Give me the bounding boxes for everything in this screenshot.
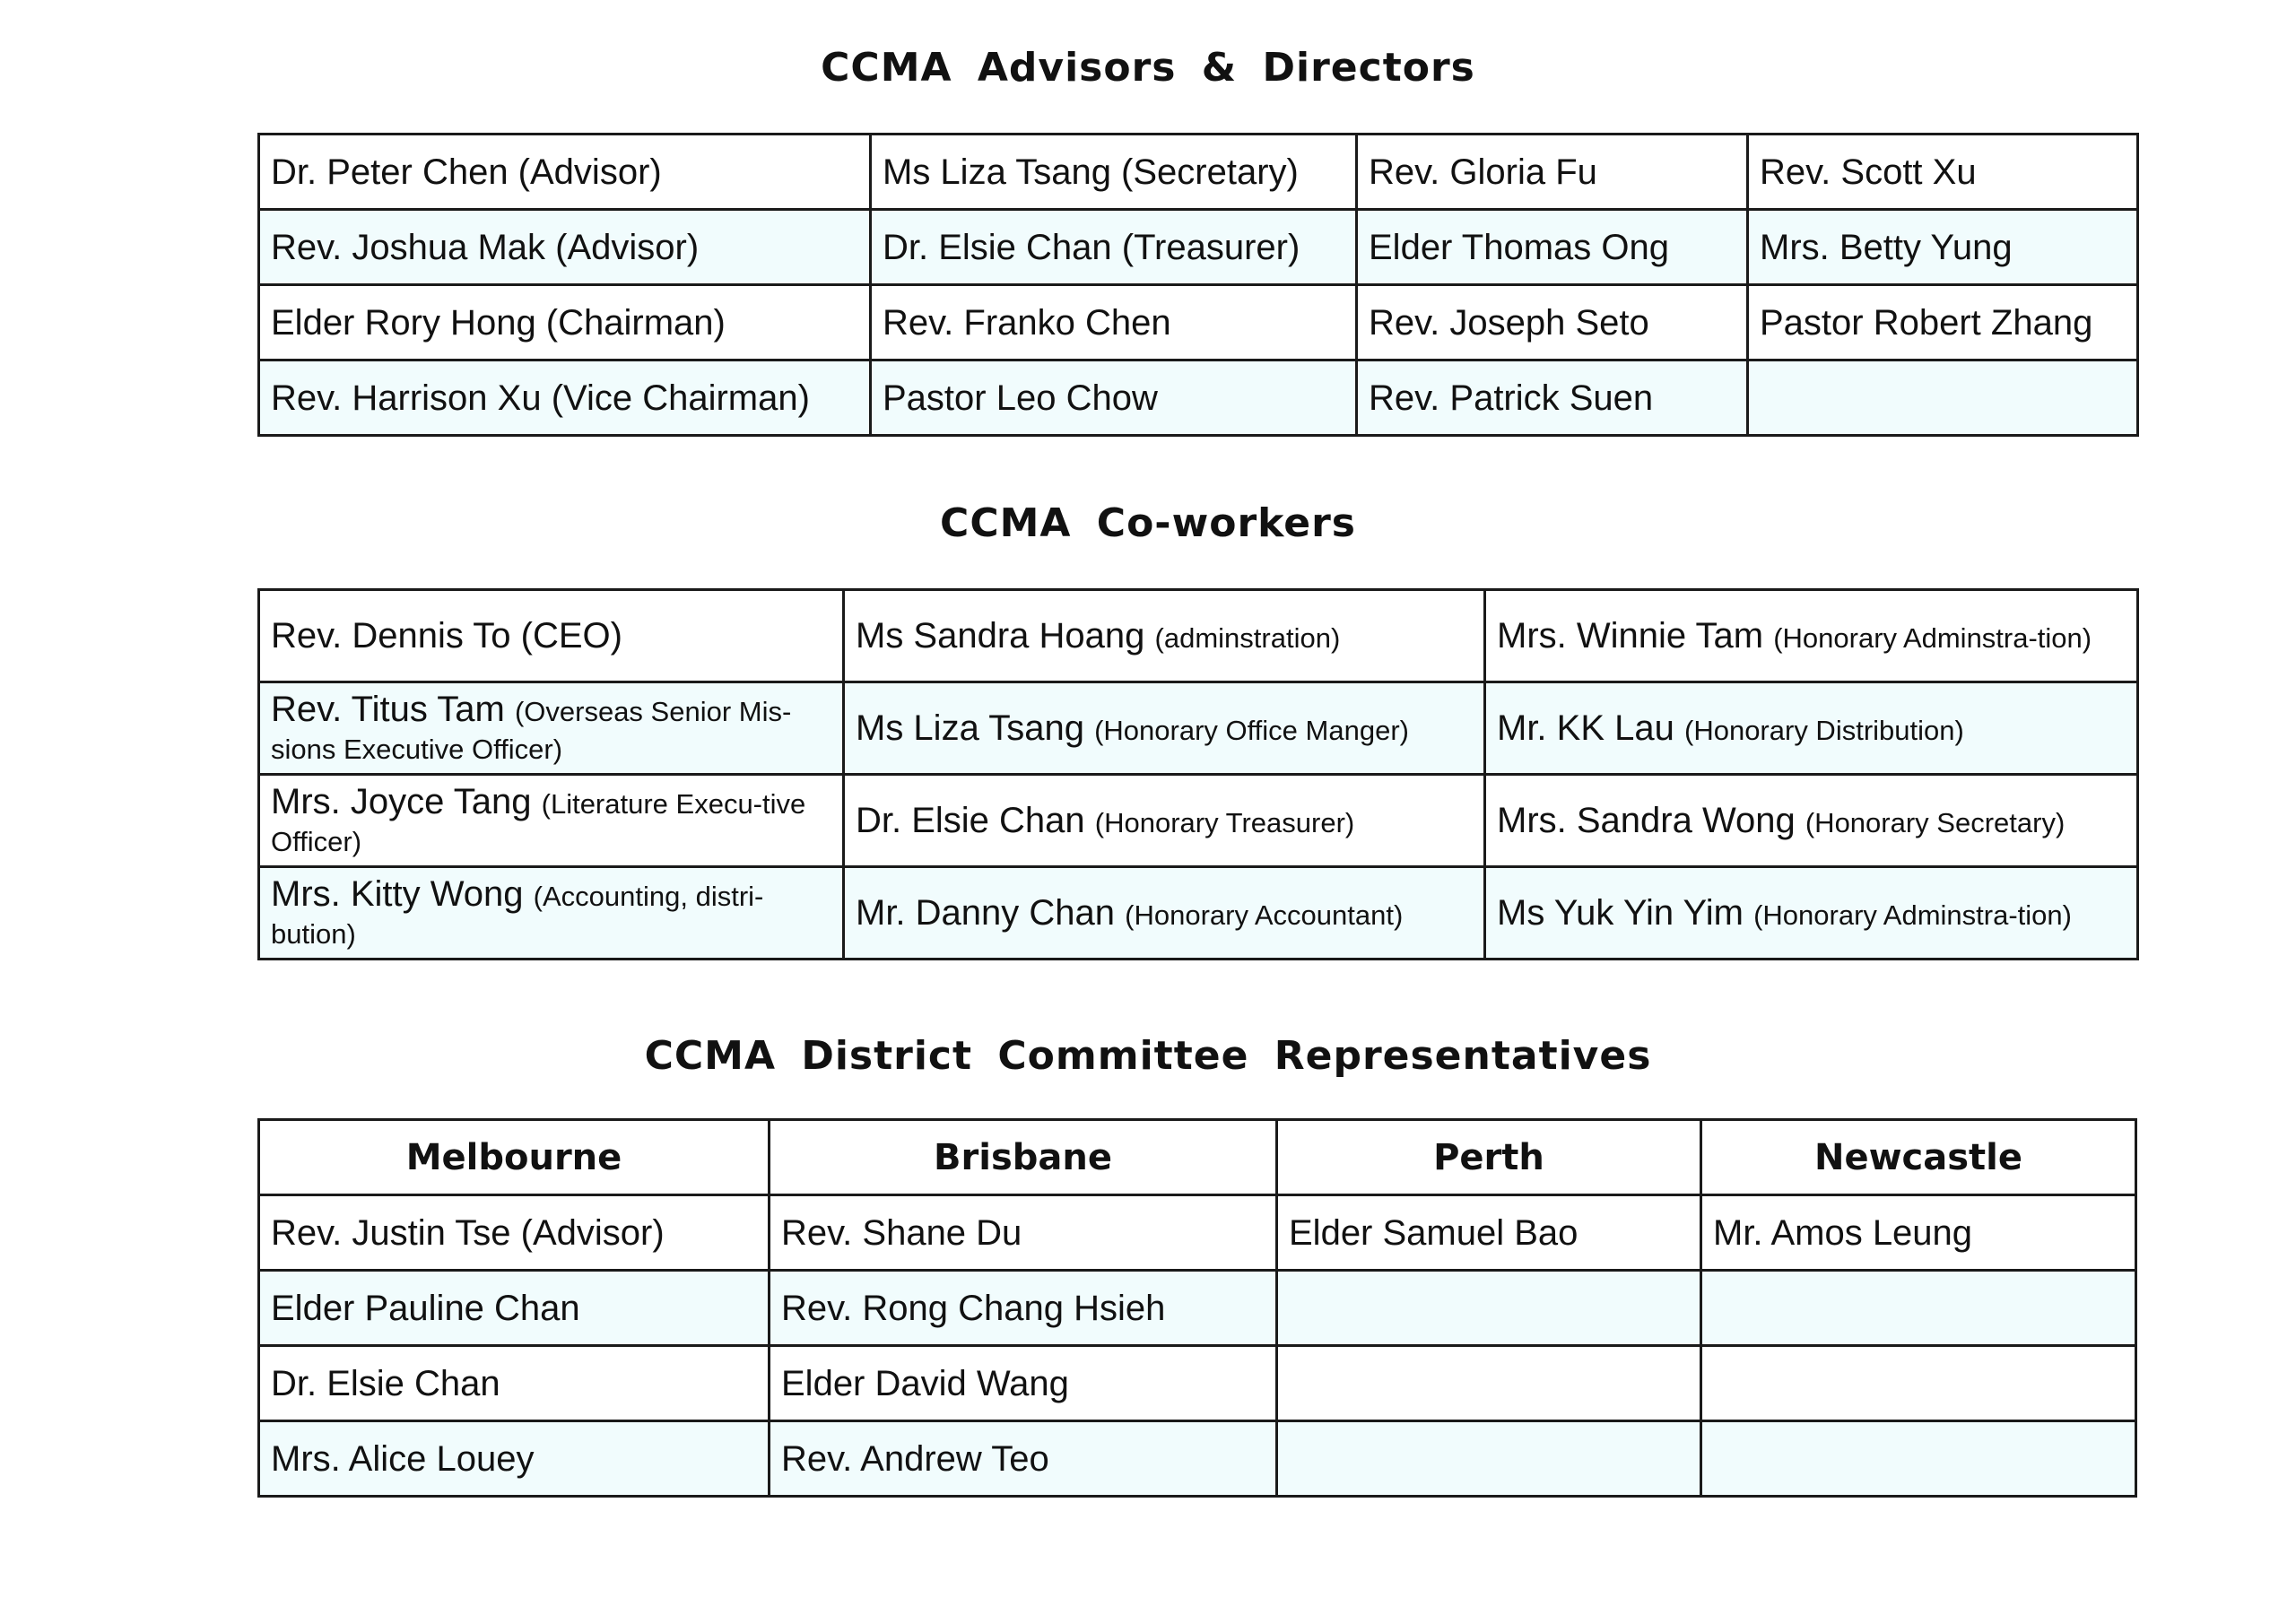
column-header-newcastle: Newcastle bbox=[1701, 1120, 2136, 1195]
table-cell: Pastor Leo Chow bbox=[871, 360, 1357, 436]
table-cell bbox=[1277, 1421, 1701, 1497]
table-cell: Rev. Joseph Seto bbox=[1357, 285, 1748, 360]
column-header-perth: Perth bbox=[1277, 1120, 1701, 1195]
coworkers-title: CCMA Co-workers bbox=[940, 500, 1356, 546]
district-table bbox=[257, 1118, 2137, 1498]
advisors-title: CCMA Advisors & Directors bbox=[821, 45, 1475, 91]
table-row bbox=[259, 1271, 2136, 1346]
coworker-role: (Honorary Distribution) bbox=[1684, 715, 1964, 746]
coworker-name: Ms Yuk Yin Yim bbox=[1497, 893, 1744, 933]
table-cell bbox=[259, 775, 844, 867]
coworker-role: (Honorary Secretary) bbox=[1805, 807, 2066, 838]
table-cell bbox=[259, 682, 844, 775]
table-cell: Mr. Amos Leung bbox=[1701, 1195, 2136, 1271]
table-row bbox=[259, 590, 2138, 682]
table-cell bbox=[1485, 590, 2138, 682]
table-row bbox=[259, 867, 2138, 960]
table-cell: Rev. Rong Chang Hsieh bbox=[770, 1271, 1277, 1346]
table-row bbox=[259, 682, 2138, 775]
column-header-melbourne: Melbourne bbox=[259, 1120, 770, 1195]
coworker-name: Mrs. Sandra Wong bbox=[1497, 801, 1796, 840]
table-cell bbox=[1701, 1271, 2136, 1346]
table-cell: Elder Thomas Ong bbox=[1357, 210, 1748, 285]
coworker-role: (Honorary Adminstra-tion) bbox=[1773, 622, 2092, 654]
coworker-role: (Literature Execu-tive Officer) bbox=[271, 788, 806, 857]
table-cell bbox=[844, 775, 1485, 867]
table-cell bbox=[1485, 775, 2138, 867]
table-cell bbox=[1277, 1271, 1701, 1346]
table-row bbox=[259, 1195, 2136, 1271]
coworker-name: Rev. Dennis To (CEO) bbox=[271, 616, 622, 656]
coworker-role: (Honorary Treasurer) bbox=[1094, 807, 1355, 838]
district-title: CCMA District Committee Representatives bbox=[644, 1033, 1652, 1079]
table-cell: Rev. Justin Tse (Advisor) bbox=[259, 1195, 770, 1271]
table-cell bbox=[1701, 1421, 2136, 1497]
table-cell bbox=[1701, 1346, 2136, 1421]
coworker-role: (adminstration) bbox=[1154, 622, 1341, 654]
table-row bbox=[259, 210, 2138, 285]
table-cell: Elder Pauline Chan bbox=[259, 1271, 770, 1346]
coworker-name: Rev. Titus Tam bbox=[271, 690, 505, 729]
table-cell: Ms Liza Tsang (Secretary) bbox=[871, 135, 1357, 210]
table-cell: Rev. Andrew Teo bbox=[770, 1421, 1277, 1497]
coworker-name: Mrs. Joyce Tang bbox=[271, 782, 532, 821]
table-cell: Mrs. Alice Louey bbox=[259, 1421, 770, 1497]
table-cell bbox=[259, 867, 844, 960]
table-cell bbox=[259, 590, 844, 682]
table-cell: Elder Rory Hong (Chairman) bbox=[259, 285, 871, 360]
coworker-name: Mrs. Kitty Wong bbox=[271, 874, 524, 914]
table-row bbox=[259, 1346, 2136, 1421]
table-cell: Dr. Elsie Chan (Treasurer) bbox=[871, 210, 1357, 285]
table-cell: Rev. Shane Du bbox=[770, 1195, 1277, 1271]
table-cell: Pastor Robert Zhang bbox=[1748, 285, 2138, 360]
table-row bbox=[259, 360, 2138, 436]
coworker-name: Mr. KK Lau bbox=[1497, 708, 1674, 748]
coworker-role: (Accounting, distri-bution) bbox=[271, 881, 764, 950]
table-cell: Rev. Franko Chen bbox=[871, 285, 1357, 360]
table-row bbox=[259, 775, 2138, 867]
table-cell bbox=[844, 590, 1485, 682]
coworker-role: (Honorary Adminstra-tion) bbox=[1753, 899, 2072, 931]
table-cell: Rev. Patrick Suen bbox=[1357, 360, 1748, 436]
table-cell: Rev. Scott Xu bbox=[1748, 135, 2138, 210]
coworker-name: Mrs. Winnie Tam bbox=[1497, 616, 1764, 656]
coworker-name: Ms Liza Tsang bbox=[856, 708, 1084, 748]
coworker-name: Mr. Danny Chan bbox=[856, 893, 1116, 933]
table-header-row bbox=[259, 1120, 2136, 1195]
table-cell bbox=[1485, 867, 2138, 960]
table-cell: Elder David Wang bbox=[770, 1346, 1277, 1421]
coworker-name: Ms Sandra Hoang bbox=[856, 616, 1145, 656]
table-row bbox=[259, 1421, 2136, 1497]
column-header-brisbane: Brisbane bbox=[770, 1120, 1277, 1195]
table-cell: Mrs. Betty Yung bbox=[1748, 210, 2138, 285]
table-cell bbox=[1277, 1346, 1701, 1421]
table-cell: Rev. Harrison Xu (Vice Chairman) bbox=[259, 360, 871, 436]
coworker-role: (Overseas Senior Mis-sions Executive Officer) bbox=[271, 696, 792, 765]
coworkers-table bbox=[257, 588, 2139, 960]
table-row bbox=[259, 285, 2138, 360]
table-cell: Dr. Elsie Chan bbox=[259, 1346, 770, 1421]
table-cell: Dr. Peter Chen (Advisor) bbox=[259, 135, 871, 210]
table-cell: Rev. Gloria Fu bbox=[1357, 135, 1748, 210]
table-cell bbox=[1485, 682, 2138, 775]
advisors-table bbox=[257, 133, 2139, 437]
table-cell: Rev. Joshua Mak (Advisor) bbox=[259, 210, 871, 285]
table-cell bbox=[844, 867, 1485, 960]
table-cell: Elder Samuel Bao bbox=[1277, 1195, 1701, 1271]
table-cell bbox=[1748, 360, 2138, 436]
coworker-role: (Honorary Accountant) bbox=[1125, 899, 1404, 931]
coworker-role: (Honorary Office Manger) bbox=[1094, 715, 1409, 746]
table-row bbox=[259, 135, 2138, 210]
coworker-name: Dr. Elsie Chan bbox=[856, 801, 1085, 840]
table-cell bbox=[844, 682, 1485, 775]
